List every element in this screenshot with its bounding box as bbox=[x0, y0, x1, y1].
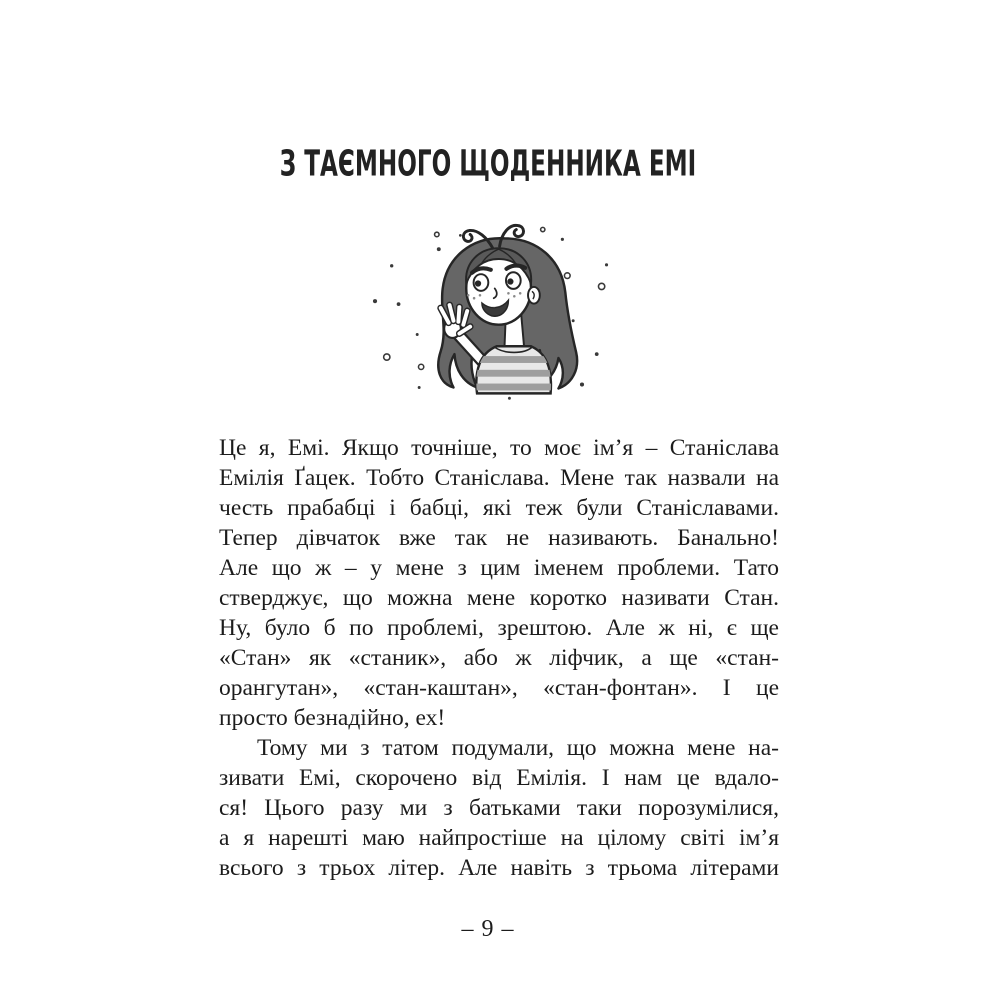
page-title: З ТАЄМНОГО ЩОДЕННИКА ЕМІ bbox=[279, 143, 697, 185]
text-line: Але що ж – у мене з цим іменем проблеми. Тато bbox=[219, 555, 779, 581]
body-text bbox=[219, 433, 779, 883]
text-line: Тому ми з татом подумали, що можна мене на- bbox=[257, 735, 779, 761]
text-line: стверджує, що можна мене коротко називати Стан. bbox=[219, 585, 779, 611]
text-line: Тепер дівчаток вже так не називають. Банально! bbox=[219, 525, 779, 551]
text-line: всього з трьох літер. Але навіть з трьома літерами bbox=[219, 855, 779, 881]
text-line: орангутан», «стан-каштан», «стан-фонтан». І це bbox=[219, 675, 779, 701]
text-line: Це я, Емі. Якщо точніше, то моє ім’я – Станіслава bbox=[219, 435, 779, 461]
text-line: просто безнадійно, ех! bbox=[219, 705, 446, 731]
girl-ear bbox=[528, 287, 540, 304]
text-line: Ну, було б по проблемі, зрештою. Але ж ні, є ще bbox=[219, 615, 779, 641]
text-line: Емілія Ґацек. Тобто Станіслава. Мене так назвали на bbox=[219, 465, 779, 491]
text-line: ся! Цього разу ми з батьками таки порозумілися, bbox=[219, 795, 779, 821]
text-line: а я нарешті маю найпростіше на цілому світі ім’я bbox=[219, 825, 779, 851]
girl-illustration bbox=[362, 206, 647, 412]
text-line: зивати Емі, скорочено від Емілія. І нам це вдало- bbox=[219, 765, 779, 791]
page-number: – 9 – bbox=[461, 916, 515, 942]
girl-waving-illustration bbox=[362, 206, 647, 412]
text-line: «Стан» як «станик», або ж ліфчик, а ще «стан- bbox=[219, 645, 779, 671]
text-line: честь прабабці і бабці, які теж були Станіславами. bbox=[219, 495, 779, 521]
